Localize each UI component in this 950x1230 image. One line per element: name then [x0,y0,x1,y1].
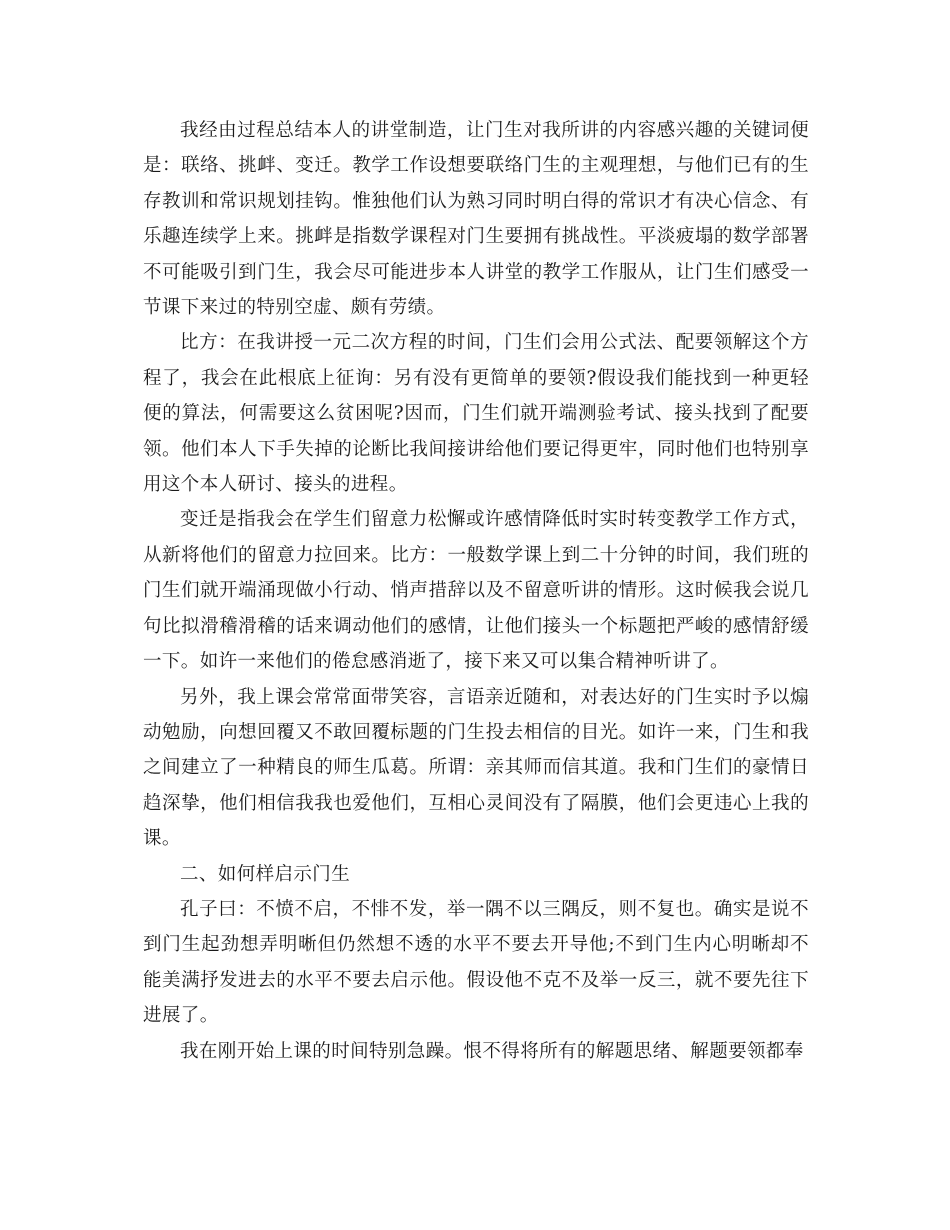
paragraph-smile: 另外，我上课会常常面带笑容，言语亲近随和，对表达好的门生实时予以煽动勉励，向想回覆又不敢回覆标题的门生投去相信的目光。如许一来，门生和我之间建立了一种精良的师生瓜葛。所谓：亲其师而信其道。我和门生们的豪情日趋深挚，他们相信我我也爱他们，互相心灵间没有了隔膜，他们会更违心上我的课。 [143,686,809,850]
paragraph-impatient: 我在刚开始上课的时间特别急躁。恨不得将所有的解题思绪、解题要领都奉 [180,1040,804,1062]
document-body [143,113,809,1069]
paragraph-change: 变迁是指我会在学生们留意力松懈或许感情降低时实时转变教学工作方式，从新将他们的留意力拉回来。比方：一般数学课上到二十分钟的时间，我们班的门生们就开端涌现做小行动、悄声措辞以及不留意听讲的情形。这时候我会说几句比拟滑稽滑稽的话来调动他们的感情，让他们接头一个标题把严峻的感情舒缓一下。如许一来他们的倦怠感消逝了，接下来又可以集合精神听讲了。 [143,509,809,673]
section-heading: 二、如何样启示门生 [180,863,351,885]
paragraph-example-equation: 比方：在我讲授一元二次方程的时间，门生们会用公式法、配要领解这个方程了，我会在此根底上征询：另有没有更简单的要领?假设我们能找到一种更轻便的算法，何需要这么贫困呢?因而，门生们就开端测验考试、接头找到了配要领。他们本人下手失掉的论断比我间接讲给他们要记得更牢，同时他们也特别享用这个本人研讨、接头的进程。 [143,332,809,496]
paragraph-keywords: 我经由过程总结本人的讲堂制造，让门生对我所讲的内容感兴趣的关键词便是：联络、挑衅、变迁。教学工作设想要联络门生的主观理想，与他们已有的生存教训和常识规划挂钩。惟独他们认为熟习同时明白得的常识才有决心信念、有乐趣连续学上来。挑衅是指数学课程对门生要拥有挑战性。平淡疲塌的数学部署不可能吸引到门生，我会尽可能进步本人讲堂的教学工作服从，让门生们感受一节课下来过的特别空虚、颇有劳绩。 [143,120,809,319]
paragraph-confucius: 孔子曰：不愤不启，不悱不发，举一隅不以三隅反，则不复也。确实是说不到门生起劲想弄明晰但仍然想不透的水平不要去开导他;不到门生内心明晰却不能美满抒发进去的水平不要去启示他。假设他不克不及举一反三，就不要先往下进展了。 [143,898,809,1027]
